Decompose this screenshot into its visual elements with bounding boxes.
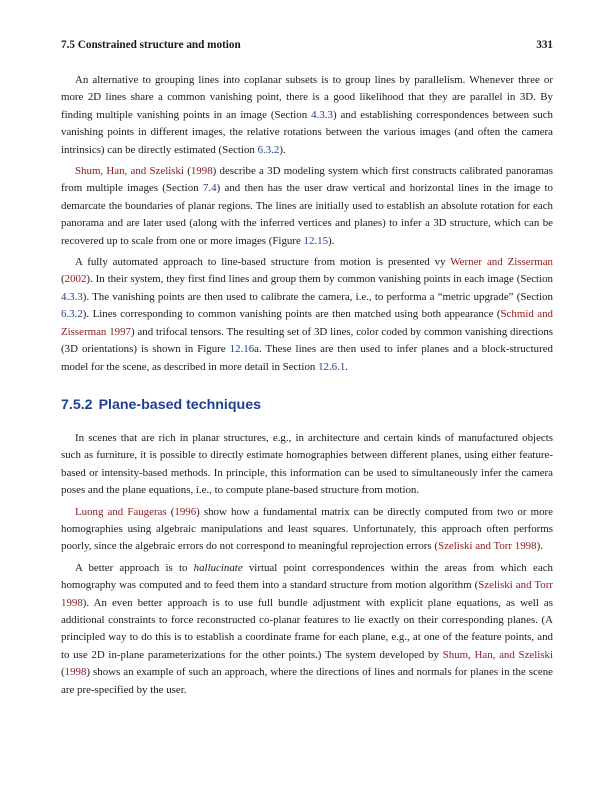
section-ref-link[interactable]: 12.6.1 (318, 360, 346, 373)
emphasis-term: hallucinate (193, 561, 243, 574)
citation-link[interactable]: Szeliski and Torr 1998 (61, 579, 553, 609)
text-span: ). (279, 143, 286, 156)
paragraph-shum-modeling-system (61, 163, 553, 250)
page (61, 38, 553, 703)
text-span: ). An even better approach is to use full bundle adjustment with explicit plane equations, as well as additional constraints to force reconstructed co-planar features to lie exactly on their corresponding planes. (A principled way to do this is to establish a coordinate frame for each plane, e.g., at one of the feature points, and to use 2D in-plane parameterizations for the other points.) The system developed by (61, 596, 553, 661)
text-span: ). In their system, they first find lines and group them by common vanishing points in each image (Section (86, 273, 553, 286)
text-span: ) and establishing correspondences between such vanishing points in different images, the relative rotations between the various images (and often the camera intrinsics) can be directly estimated (Section (61, 108, 554, 156)
section-ref-link[interactable]: 4.3.3 (311, 108, 333, 121)
paragraph-planar-structures (61, 430, 553, 500)
text-span: An alternative to grouping lines into coplanar subsets is to group lines by parallelism. Whenever three or more 2D lines share a common vanishing point, there is a good likelihood that they are parallel in 3D. By finding multiple vanishing points in an image (Section (61, 74, 553, 121)
citation-link[interactable]: Werner and Zisserman (450, 256, 553, 269)
text-span: ). (328, 234, 335, 247)
section-ref-link[interactable]: 6.3.2 (257, 143, 280, 156)
section-ref-link[interactable]: 4.3.3 (61, 290, 83, 303)
citation-link[interactable]: Shum, Han, and Szeliski (75, 165, 184, 178)
citation-link[interactable]: Szeliski and Torr 1998 (438, 540, 537, 553)
paragraph-luong-faugeras (61, 504, 553, 556)
text-span: ). Lines corresponding to common vanishing points are then matched using both appearance ( (82, 308, 501, 321)
text-span: ) shows an example of such an approach, where the directions of lines and normals for planes in the scene are pre-specified by the user. (61, 666, 553, 696)
body-text (61, 72, 553, 699)
text-span: ( (61, 273, 65, 286)
section-heading (61, 396, 553, 414)
text-span: ( (61, 666, 65, 679)
text-span: . (345, 360, 349, 373)
paragraph-vanishing-points (61, 72, 553, 159)
text-span: virtual point correspondences within the areas from which each homography was computed and to feed them into a standard structure from motion algorithm ( (61, 561, 553, 592)
running-header-section-title: 7.5 Constrained structure and motion (61, 39, 241, 51)
citation-link[interactable]: 1996 (174, 505, 197, 518)
citation-link[interactable]: Schmid and Zisserman 1997 (61, 308, 553, 338)
section-ref-link[interactable]: 7.4 (202, 182, 217, 195)
text-span: A fully automated approach to line-based structure from motion is presented vy (75, 256, 451, 269)
section-ref-link[interactable]: 6.3.2 (61, 308, 83, 321)
figure-ref-link[interactable]: 12.15 (303, 234, 329, 247)
text-span: ( (166, 505, 175, 518)
citation-link[interactable]: 2002 (64, 273, 87, 286)
section-title: Plane-based techniques (98, 396, 261, 413)
citation-link[interactable]: Luong and Faugeras (75, 505, 167, 518)
text-span: ) and trifocal tensors. The resulting set of 3D lines, color coded by common vanishing directions (3D orientations) is shown in Figure (61, 325, 554, 356)
text-span: a. These lines are then used to infer planes and a block-structured model for the scene, as described in more detail in Section (61, 343, 553, 373)
text-span: ) show how a fundamental matrix can be directly computed from two or more homographies using algebraic manipulations and least squares. Unfortunately, this approach often performs poorly, since the algebraic errors do not correspond to meaningful reprojection errors ( (61, 505, 553, 553)
citation-link[interactable]: Shum, Han, and Szeliski (442, 648, 553, 661)
citation-link[interactable]: 1998 (64, 666, 87, 679)
page-number: 331 (536, 39, 553, 51)
text-span: In scenes that are rich in planar structures, e.g., in architecture and certain kinds of manufactured objects such as furniture, it is possible to directly estimate homographies between different planes, using either feature-based or intensity-based methods. In principle, this information can be used to simultaneously infer the camera poses and the plane equations, i.e., to compute plane-based structure from motion. (61, 431, 553, 497)
paragraph-werner-zisserman (61, 254, 553, 376)
running-header (61, 38, 553, 52)
text-span: ) describe a 3D modeling system which first constructs calibrated panoramas from multiple images (Section (61, 165, 553, 195)
text-span: A better approach is to (75, 561, 194, 574)
text-span: ) and then has the user draw vertical and horizontal lines in the image to demarcate the boundaries of planar regions. The lines are initially used to establish an absolute rotation for each panorama and are later used (along with the inferred vertices and planes) to infer a 3D structure, which can be recovered up to scale from one or more images (Figure (61, 182, 553, 247)
paragraph-hallucinate-correspondences (61, 560, 553, 699)
text-span: ). (536, 540, 543, 553)
citation-link[interactable]: 1998 (190, 165, 213, 178)
text-span: ). The vanishing points are then used to calibrate the camera, i.e., to performa a “metric upgrade” (Section (82, 290, 553, 303)
section-number: 7.5.2 (61, 396, 93, 413)
figure-ref-link[interactable]: 12.16 (229, 343, 255, 356)
text-span: ( (183, 165, 191, 178)
